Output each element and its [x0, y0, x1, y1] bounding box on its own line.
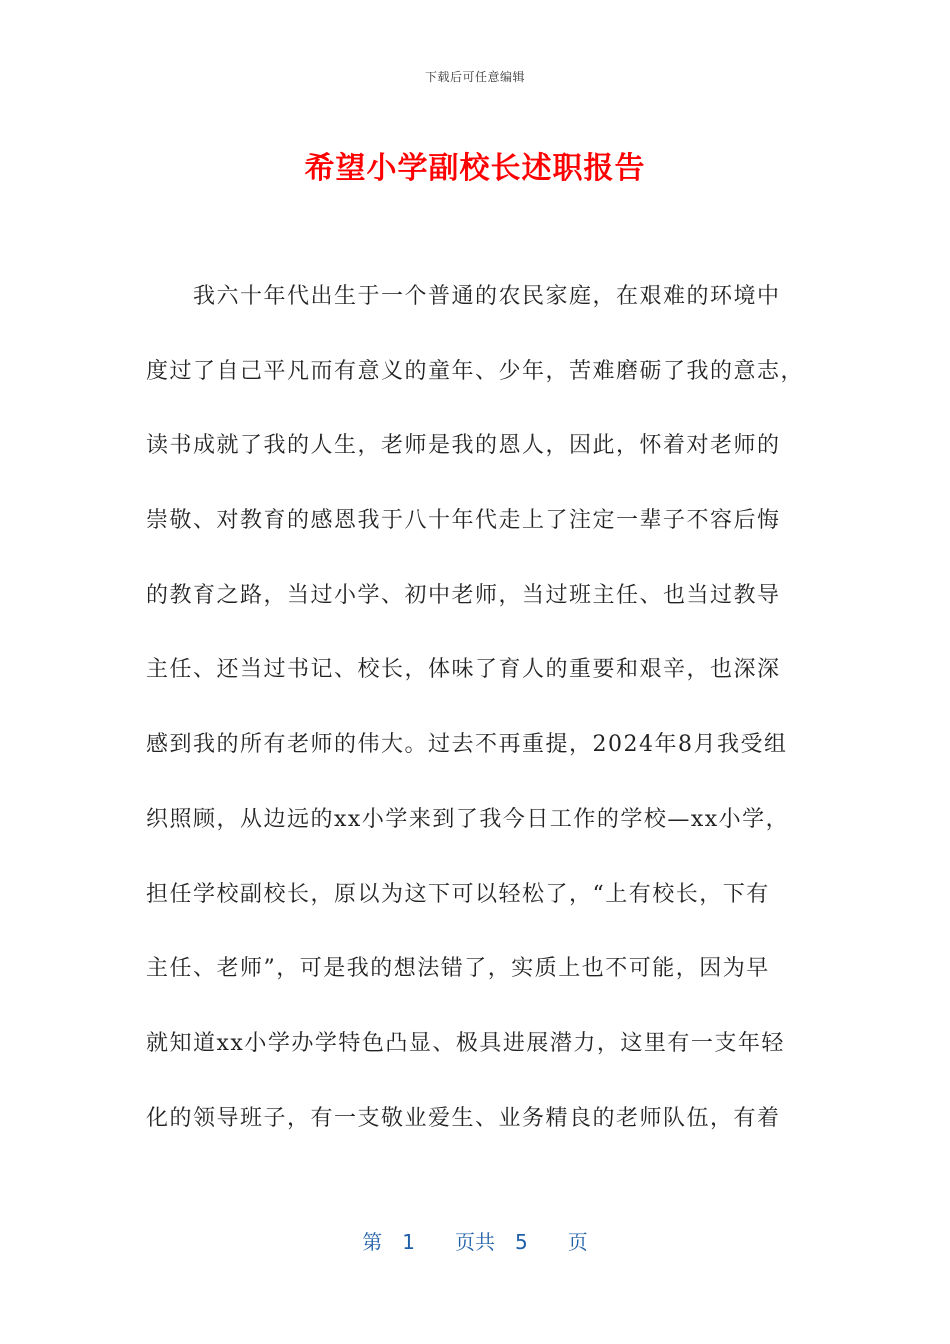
- header-note: 下载后可任意编辑: [424, 70, 525, 84]
- body-line: 担任学校副校长，原以为这下可以轻松了，“上有校长，下有: [146, 881, 770, 907]
- body-line: 读书成就了我的人生，老师是我的恩人，因此，怀着对老师的: [146, 433, 781, 459]
- body-line: 的教育之路，当过小学、初中老师，当过班主任、也当过教导: [146, 582, 781, 608]
- document-title: 希望小学副校长述职报告: [304, 151, 646, 186]
- body-line: 化的领导班子，有一支敬业爱生、业务精良的老师队伍，有着: [146, 1105, 781, 1131]
- body-line: 崇敬、对教育的感恩我于八十年代走上了注定一辈子不容后悔: [146, 508, 781, 534]
- body-line: 我六十年代出生于一个普通的农民家庭，在艰难的环境中: [146, 284, 781, 309]
- page-number-footer: 第 1 页共 5 页: [362, 1230, 588, 1254]
- body-line: 织照顾，从边远的xx小学来到了我今日工作的学校—xx小学，: [146, 806, 790, 832]
- body-text: [146, 272, 806, 1168]
- body-line: 就知道xx小学办学特色凸显、极具进展潜力，这里有一支年轻: [146, 1030, 785, 1056]
- body-line: 主任、老师”，可是我的想法错了，实质上也不可能，因为早: [146, 956, 770, 982]
- body-line: 度过了自己平凡而有意义的童年、少年，苦难磨砺了我的意志，: [146, 358, 805, 384]
- body-line: 主任、还当过书记、校长，体味了育人的重要和艰辛，也深深: [146, 657, 781, 683]
- body-line: 感到我的所有老师的伟大。过去不再重提，2024年8月我受组: [146, 732, 788, 758]
